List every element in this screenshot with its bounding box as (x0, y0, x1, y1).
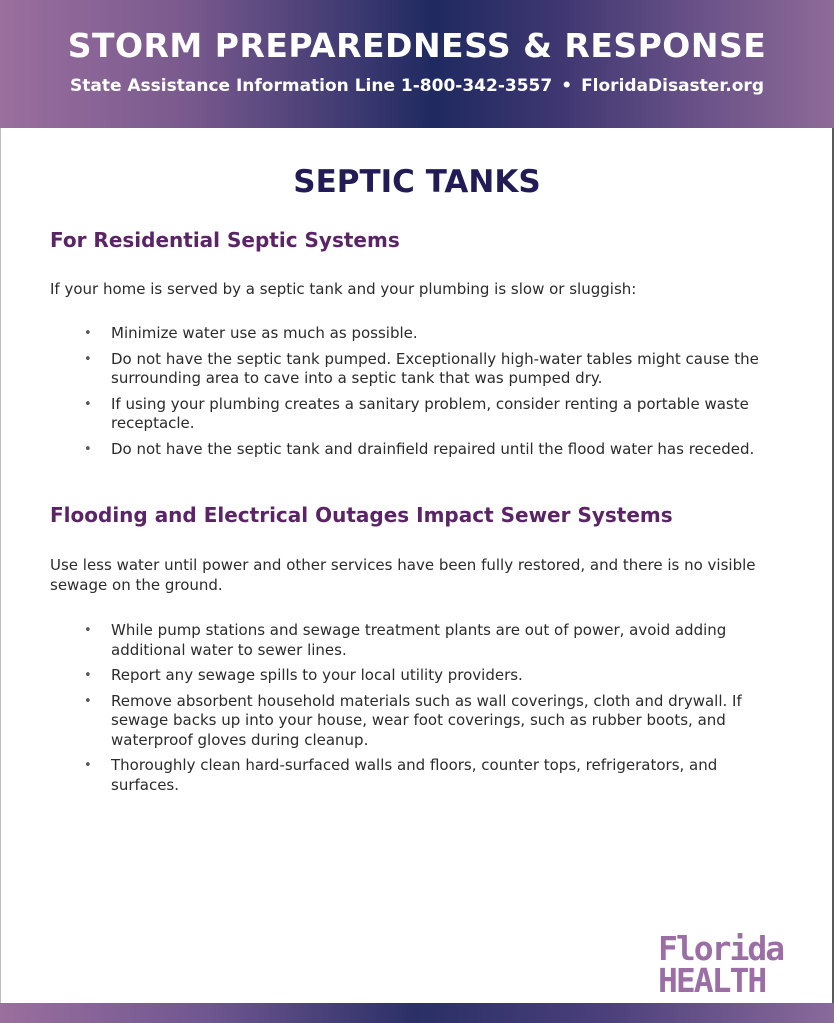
list-item: • Report any sewage spills to your local utility providers. (84, 666, 523, 684)
website-link[interactable]: FloridaDisaster.org (581, 76, 764, 96)
page-border-left (0, 128, 1, 1003)
banner-subtitle (0, 75, 834, 97)
assistance-line: State Assistance Information Line 1-800-342-3557 (69, 76, 553, 96)
bullet-icon: • (84, 326, 92, 341)
section-heading-residential: For Residential Septic Systems (50, 228, 400, 252)
bullet-icon: • (84, 668, 92, 683)
florida-health-logo (658, 929, 784, 1002)
bullet-icon: • (84, 441, 92, 457)
list-item: • If using your plumbing creates a sanitary problem, consider renting a portable waste receptacle. (84, 394, 749, 432)
bullet-icon: • (84, 758, 92, 773)
list-item: • Do not have the septic tank and drainfield repaired until the flood water has receded. (84, 439, 755, 458)
separator: • (561, 76, 573, 96)
list-item: • Do not have the septic tank pumped. Exceptionally high-water tables might cause the surrounding area to cave into a septic tank that was pumped dry. (84, 349, 759, 387)
list-item: • Thoroughly clean hard-surfaced walls and floors, counter tops, refrigerators, and surfaces. (84, 756, 718, 794)
bullet-list-residential (84, 324, 784, 465)
list-item: • While pump stations and sewage treatment plants are out of power, avoid adding additional water to sewer lines. (84, 621, 727, 659)
banner-title: STORM PREPAREDNESS & RESPONSE (67, 26, 767, 65)
bullet-icon: • (84, 351, 92, 367)
logo-line-health: HEALTH (658, 961, 766, 1000)
bullet-icon: • (84, 623, 92, 638)
list-item: • Minimize water use as much as possible. (84, 324, 418, 342)
footer-bar (0, 1003, 834, 1023)
section-intro-residential: If your home is served by a septic tank and your plumbing is slow or sluggish: (50, 280, 637, 298)
logo-line-florida: Florida (658, 929, 784, 968)
bullet-icon: • (84, 396, 92, 412)
page-title: SEPTIC TANKS (293, 164, 541, 200)
section-intro-sewer: Use less water until power and other services have been fully restored, and there is no visible sewage on the ground. (50, 556, 756, 594)
list-item: • Remove absorbent household materials such as wall coverings, cloth and drywall. If sewage backs up into your house, wear foot coverings, such as rubber boots, and waterproof gloves during cleanup. (84, 691, 742, 749)
header-banner (0, 0, 834, 128)
bullet-list-sewer (84, 621, 784, 801)
bullet-icon: • (84, 693, 92, 709)
section-heading-sewer: Flooding and Electrical Outages Impact Sewer Systems (50, 503, 673, 527)
